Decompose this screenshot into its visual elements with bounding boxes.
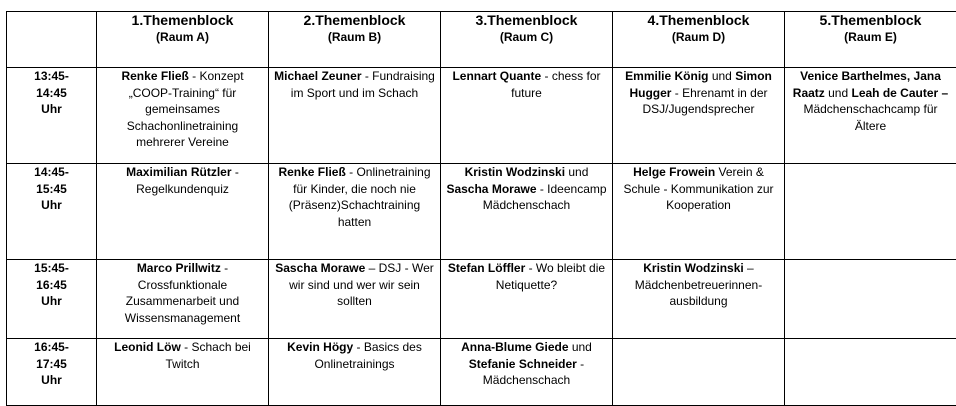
session-text: und <box>568 340 592 354</box>
session-text: – Mädchenbetreuerinnen-ausbildung <box>634 261 763 308</box>
session-cell <box>97 260 269 339</box>
time-end: 16:45 <box>36 277 67 292</box>
session-text: und <box>565 165 589 179</box>
column-title: 2.Themenblock <box>303 12 406 28</box>
column-room: (Raum C) <box>499 30 554 44</box>
speaker-name: Helge Frowein <box>633 165 716 179</box>
column-room: (Raum D) <box>671 30 726 44</box>
time-start: 16:45- <box>34 340 69 354</box>
session-text: - Regelkundenquiz <box>136 165 239 196</box>
speaker-name: Venice Barthelmes, Jana Raatz <box>792 69 941 100</box>
session-cell <box>785 164 956 260</box>
speaker-name: Marco Prillwitz <box>136 261 221 275</box>
session-text: - Wo bleibt die Netiquette? <box>495 261 606 292</box>
session-cell <box>269 164 441 260</box>
timeslot-row <box>7 339 956 406</box>
time-end: 14:45 <box>36 85 67 100</box>
speaker-name: Renke Fließ <box>121 69 189 83</box>
column-room: (Raum E) <box>844 30 897 44</box>
speaker-name: Leah de Cauter – <box>851 85 949 100</box>
session-cell <box>785 260 956 339</box>
time-cell <box>7 339 97 406</box>
time-cell <box>7 164 97 260</box>
time-start: 13:45- <box>34 69 69 83</box>
session-text: - Konzept „COOP-Training“ für gemeinsames Schachonlinetraining mehrerer Vereine <box>126 69 244 149</box>
time-end: 17:45 <box>36 356 67 371</box>
session-text: - Crossfunktionale Zusammenarbeit und Wissensmanagement <box>124 261 241 325</box>
speaker-name: Kristin Wodzinski <box>464 165 566 179</box>
speaker-name: Stefan Löffler <box>447 261 526 275</box>
session-cell <box>441 339 613 406</box>
session-text: - chess for future <box>511 69 601 100</box>
column-header-1 <box>97 12 269 68</box>
session-cell <box>97 68 269 164</box>
column-header-3 <box>441 12 613 68</box>
time-unit: Uhr <box>41 102 62 116</box>
session-text: Verein & Schule - Kommunikation zur Kooperation <box>623 165 774 212</box>
column-title: 4.Themenblock <box>647 12 750 28</box>
column-header-4 <box>613 12 785 68</box>
session-text: – DSJ - Wer wir sind und wer wir sein sollten <box>289 261 434 308</box>
time-end: 15:45 <box>36 181 67 196</box>
session-text: - Ehrenamt in der DSJ/Jugendsprecher <box>642 85 768 116</box>
session-cell <box>441 260 613 339</box>
column-room: (Raum A) <box>156 30 209 44</box>
speaker-name: Sascha Morawe <box>446 181 537 196</box>
session-cell <box>613 164 785 260</box>
session-cell <box>269 68 441 164</box>
session-text: - Fundraising im Sport und im Schach <box>290 69 435 100</box>
session-cell <box>269 260 441 339</box>
session-cell <box>613 339 785 406</box>
column-title: 1.Themenblock <box>131 12 234 28</box>
time-cell <box>7 260 97 339</box>
speaker-name: Maximilian Rützler <box>126 165 232 179</box>
timeslot-row <box>7 68 956 164</box>
session-cell <box>785 68 956 164</box>
schedule-table <box>6 11 956 406</box>
session-cell <box>97 164 269 260</box>
speaker-name: Sascha Morawe <box>275 261 366 275</box>
session-cell <box>269 339 441 406</box>
time-cell <box>7 68 97 164</box>
speaker-name: Kristin Wodzinski <box>643 261 744 275</box>
session-text: Mädchenschachcamp für Ältere <box>803 102 938 133</box>
speaker-name: Emmilie König <box>625 69 709 83</box>
session-cell <box>785 339 956 406</box>
time-start: 14:45- <box>34 165 69 179</box>
time-unit: Uhr <box>41 198 62 212</box>
session-cell <box>613 260 785 339</box>
column-title: 3.Themenblock <box>475 12 578 28</box>
time-unit: Uhr <box>41 373 62 387</box>
session-text: und <box>824 85 852 100</box>
timeslot-row <box>7 164 956 260</box>
column-title: 5.Themenblock <box>819 12 922 28</box>
session-text: - Basics des Onlinetrainings <box>314 340 422 371</box>
session-text: - Ideencamp Mädchenschach <box>482 181 607 212</box>
column-header-5 <box>785 12 956 68</box>
header-row <box>7 12 956 68</box>
speaker-name: Simon Hugger <box>629 69 772 100</box>
column-header-2 <box>269 12 441 68</box>
corner-cell <box>7 12 97 68</box>
timeslot-row <box>7 260 956 339</box>
session-cell <box>97 339 269 406</box>
speaker-name: Renke Fließ <box>278 165 346 179</box>
session-cell <box>441 68 613 164</box>
session-cell <box>441 164 613 260</box>
column-room: (Raum B) <box>327 30 382 44</box>
speaker-name: Kevin Högy <box>287 340 354 354</box>
time-start: 15:45- <box>34 261 69 275</box>
session-cell <box>613 68 785 164</box>
speaker-name: Michael Zeuner <box>274 69 362 83</box>
speaker-name: Anna-Blume Giede <box>461 340 569 354</box>
speaker-name: Lennart Quante <box>452 69 542 83</box>
speaker-name: Stefanie Schneider <box>468 356 577 371</box>
time-unit: Uhr <box>41 294 62 308</box>
session-text: und <box>708 69 736 83</box>
session-text: - Onlinetraining für Kinder, die noch nie (Präsenz)Schachtraining hatten <box>288 165 431 229</box>
session-text: - Schach bei Twitch <box>165 340 251 371</box>
session-text: - Mädchenschach <box>482 356 585 387</box>
speaker-name: Leonid Löw <box>114 340 181 354</box>
